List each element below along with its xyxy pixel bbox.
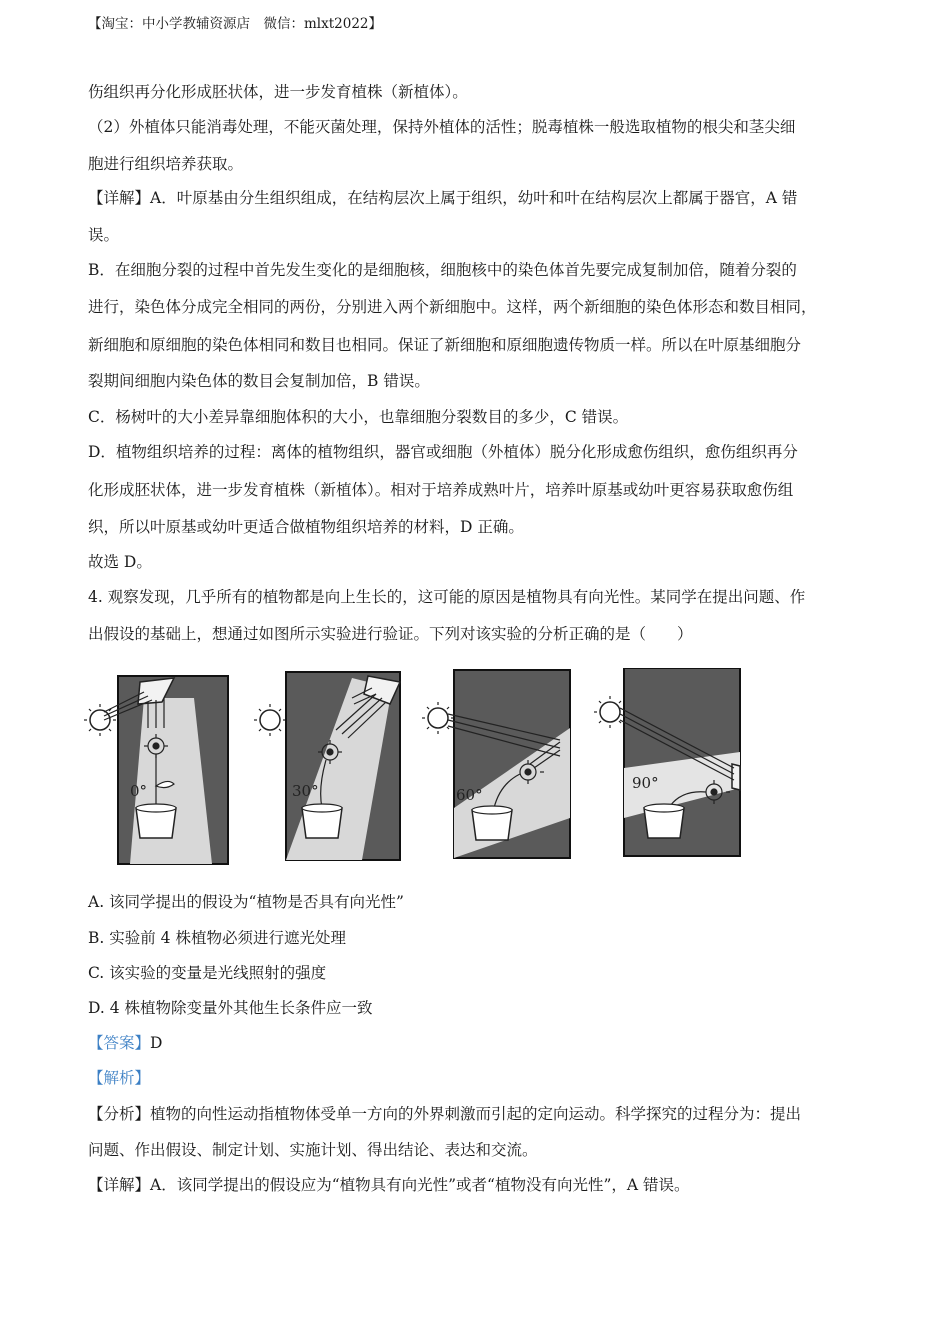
detail-line-6: 裂期间细胞内染色体的数目会复制加倍，B 错误。: [88, 372, 430, 390]
detail-line-5: 新细胞和原细胞的染色体相同和数目也相同。保证了新细胞和原细胞遗传物质一样。所以在叶原基细胞分: [88, 336, 802, 354]
question-4-stem-line-1: 4. 观察发现，几乎所有的植物都是向上生长的，这可能的原因是植物具有向光性。某同学在提出问题、作: [88, 588, 806, 606]
detail-line-4: 进行，染色体分成完全相同的两份，分别进入两个新细胞中。这样，两个新细胞的染色体形态和数目相同，: [88, 298, 817, 316]
detail-line-8: D．植物组织培养的过程：离体的植物组织，器官或细胞（外植体）脱分化形成愈伤组织，愈伤组织再分: [88, 443, 798, 461]
experiment-panel-30deg: [252, 668, 412, 868]
intro-line-2: （2）外植体只能消毒处理，不能灭菌处理，保持外植体的活性；脱毒植株一般选取植物的根尖和茎尖细: [88, 118, 796, 136]
answer-value: D: [150, 1034, 163, 1052]
intro-line-1: 伤组织再分化形成胚状体，进一步发育植株（新植体）。: [88, 83, 468, 101]
sun-icon: [428, 708, 448, 728]
experiment-panel-60deg: [420, 668, 580, 868]
detail-line-2: 误。: [88, 226, 120, 244]
sun-icon: [600, 702, 620, 722]
analysis-line-2: 问题、作出假设、制定计划、实施计划、得出结论、表达和交流。: [88, 1141, 538, 1159]
analysis-line-3: 【详解】A．该同学提出的假设应为“植物具有向光性”或者“植物没有向光性”，A 错误。: [88, 1176, 690, 1194]
detail-line-10: 织，所以叶原基或幼叶更适合做植物组织培养的材料，D 正确。: [88, 518, 524, 536]
analysis-line-1: 【分析】植物的向性运动指植物体受单一方向的外界刺激而引起的定向运动。科学探究的过程分为：提出: [88, 1105, 802, 1123]
detail-line-11: 故选 D。: [88, 553, 152, 571]
phototropism-experiment-figure: [110, 668, 750, 868]
detail-line-1: 【详解】A．叶原基由分生组织组成，在结构层次上属于组织，幼叶和叶在结构层次上都属于器官，A 错: [88, 189, 798, 207]
answer-tag: 【答案】: [88, 1034, 151, 1052]
option-b: B. 实验前 4 株植物必须进行遮光处理: [88, 929, 346, 947]
page-header-watermark: 【淘宝：中小学教辅资源店 微信：mlxt2022】: [88, 16, 383, 32]
question-4-stem-line-2: 出假设的基础上，想通过如图所示实验进行验证。下列对该实验的分析正确的是（ ）: [88, 625, 693, 643]
sun-icon: [90, 710, 110, 730]
intro-line-3: 胞进行组织培养获取。: [88, 155, 244, 173]
detail-line-9: 化形成胚状体，进一步发育植株（新植体）。相对于培养成熟叶片，培养叶原基或幼叶更容易获取愈伤组: [88, 481, 794, 499]
angle-label-0: 0°: [130, 782, 148, 800]
analysis-tag: 【解析】: [88, 1069, 151, 1087]
angle-label-60: 60°: [456, 786, 483, 804]
option-c: C. 该实验的变量是光线照射的强度: [88, 964, 327, 982]
angle-label-90: 90°: [632, 774, 659, 792]
answer-line: [88, 1033, 162, 1053]
angle-label-30: 30°: [292, 782, 319, 800]
option-d: D. 4 株植物除变量外其他生长条件应一致: [88, 999, 373, 1017]
experiment-panel-0deg: [82, 668, 232, 868]
sun-icon: [260, 710, 280, 730]
option-a: A. 该同学提出的假设为“植物是否具有向光性”: [88, 893, 404, 911]
experiment-panel-90deg: [592, 668, 750, 868]
detail-line-7: C．杨树叶的大小差异靠细胞体积的大小，也靠细胞分裂数目的多少，C 错误。: [88, 408, 629, 426]
detail-line-3: B．在细胞分裂的过程中首先发生变化的是细胞核，细胞核中的染色体首先要完成复制加倍，随着分裂的: [88, 261, 797, 279]
